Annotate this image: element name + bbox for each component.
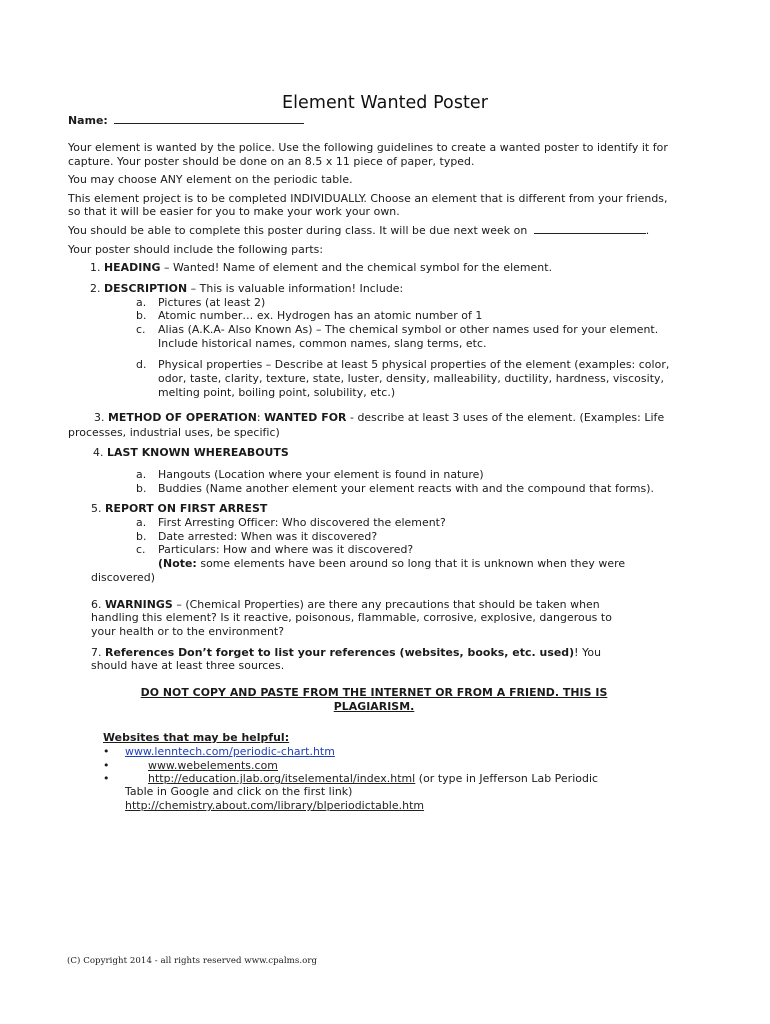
section-title: WARNINGS (105, 598, 173, 611)
plagiarism-warning-line-1: DO NOT COPY AND PASTE FROM THE INTERNET OR FROM A FRIEND. THIS IS (140, 686, 608, 699)
list-item: Particulars: How and where was it discovered? (158, 543, 414, 556)
section-number: 1. (90, 261, 101, 274)
section-number: 2. (90, 282, 101, 295)
due-date-line: You should be able to complete this poster during class. It will be due next week on . (68, 224, 650, 237)
intro-line-6: You should be able to complete this poster during class. It will be due next week on (68, 224, 528, 237)
intro-line-7: Your poster should include the following parts: (68, 243, 324, 256)
list-item: First Arresting Officer: Who discovered the element? (158, 516, 446, 529)
section-text: – This is valuable information! Include: (187, 282, 404, 295)
link-lenntech[interactable]: www.lenntech.com/periodic-chart.htm (125, 745, 335, 758)
note-line (158, 557, 625, 571)
list-marker: c. (136, 543, 146, 556)
section-text-cont: handling this element? Is it reactive, poisonous, flammable, corrosive, explosive, dangerous to (91, 611, 612, 624)
link-jlab[interactable]: http://education.jlab.org/itselemental/index.html (148, 772, 416, 785)
intro-line-5: so that it will be easier for you to make your work your own. (68, 205, 400, 218)
list-item: Date arrested: When was it discovered? (158, 530, 378, 543)
copyright-footer: (C) Copyright 2014 - all rights reserved www.cpalms.org (67, 956, 318, 966)
section-number: 4. (93, 446, 104, 459)
section-text: – Wanted! Name of element and the chemical symbol for the element. (160, 261, 553, 274)
list-marker: c. (136, 323, 146, 336)
list-item-cont: melting point, boiling point, solubility, etc.) (158, 386, 396, 399)
bullet: • (103, 745, 110, 758)
section-number: 6. (91, 598, 102, 611)
section-heading (90, 261, 552, 275)
intro-line-4: This element project is to be completed INDIVIDUALLY. Choose an element that is different from your friends, (68, 192, 668, 205)
section-text: ! You (574, 646, 602, 659)
section-number: 5. (91, 502, 102, 515)
jlab-note: (or type in Jefferson Lab Periodic (415, 772, 599, 785)
list-item: Atomic number… ex. Hydrogen has an atomic number of 1 (158, 309, 483, 322)
bullet: • (103, 772, 110, 785)
section-text: - describe at least 3 uses of the element. (Examples: Life (346, 411, 665, 424)
list-item: Physical properties – Describe at least 5 physical properties of the element (examples: color, (158, 358, 670, 371)
section-subtitle: WANTED FOR (264, 411, 347, 424)
section-number: 3. (94, 411, 105, 424)
list-marker: b. (136, 482, 147, 495)
section-title: HEADING (104, 261, 161, 274)
name-blank[interactable] (114, 123, 304, 124)
list-item-cont: Include historical names, common names, slang terms, etc. (158, 337, 487, 350)
intro-line-1: Your element is wanted by the police. Use the following guidelines to create a wanted poster to identify it for (68, 141, 668, 154)
list-marker: a. (136, 516, 147, 529)
section-whereabouts (93, 446, 289, 460)
section-text-cont: should have at least three sources. (91, 659, 285, 672)
list-marker: a. (136, 296, 147, 309)
jlab-note-cont: Table in Google and click on the first link) (125, 785, 353, 798)
jlab-line (148, 772, 598, 786)
name-label: Name: (68, 114, 108, 127)
intro-line-3: You may choose ANY element on the periodic table. (68, 173, 353, 186)
section-arrest (91, 502, 267, 516)
list-item: Pictures (at least 2) (158, 296, 266, 309)
section-references (91, 646, 601, 660)
section-text-cont: processes, industrial uses, be specific) (68, 426, 280, 439)
list-item: Alias (A.K.A- Also Known As) – The chemical symbol or other names used for your element. (158, 323, 659, 336)
name-field (68, 114, 304, 128)
note-line-cont: discovered) (91, 571, 156, 584)
section-title: METHOD OF OPERATION (108, 411, 257, 424)
list-marker: b. (136, 309, 147, 322)
list-item: Buddies (Name another element your element reacts with and the compound that forms). (158, 482, 655, 495)
note-text: some elements have been around so long that it is unknown when they were (196, 557, 626, 570)
list-item: Hangouts (Location where your element is found in nature) (158, 468, 484, 481)
websites-heading: Websites that may be helpful: (103, 731, 290, 744)
due-date-blank[interactable] (534, 233, 646, 234)
section-number: 7. (91, 646, 102, 659)
list-marker: b. (136, 530, 147, 543)
note-label: (Note: (158, 557, 197, 570)
section-title: REPORT ON FIRST ARREST (105, 502, 268, 515)
bullet: • (103, 759, 110, 772)
link-webelements[interactable]: www.webelements.com (148, 759, 278, 772)
plagiarism-warning-line-2: PLAGIARISM. (333, 700, 415, 713)
section-text-cont: your health or to the environment? (91, 625, 285, 638)
section-title: References Don’t forget to list your references (websites, books, etc. used) (105, 646, 575, 659)
list-item-cont: odor, taste, clarity, texture, state, luster, density, malleability, ductility, hardness, viscosity, (158, 372, 665, 385)
list-marker: d. (136, 358, 147, 371)
list-marker: a. (136, 468, 147, 481)
section-description (90, 282, 403, 296)
section-warnings (91, 598, 600, 612)
section-title: LAST KNOWN WHEREABOUTS (107, 446, 289, 459)
intro-line-2: capture. Your poster should be done on an 8.5 x 11 piece of paper, typed. (68, 155, 475, 168)
page-title: Element Wanted Poster (282, 93, 488, 113)
section-method: 3. METHOD OF OPERATION: WANTED FOR - describe at least 3 uses of the element. (Examples: Life (94, 411, 665, 424)
link-chemistry-about[interactable]: http://chemistry.about.com/library/blperiodictable.htm (125, 799, 425, 812)
section-title: DESCRIPTION (104, 282, 188, 295)
section-text: – (Chemical Properties) are there any precautions that should be taken when (172, 598, 600, 611)
